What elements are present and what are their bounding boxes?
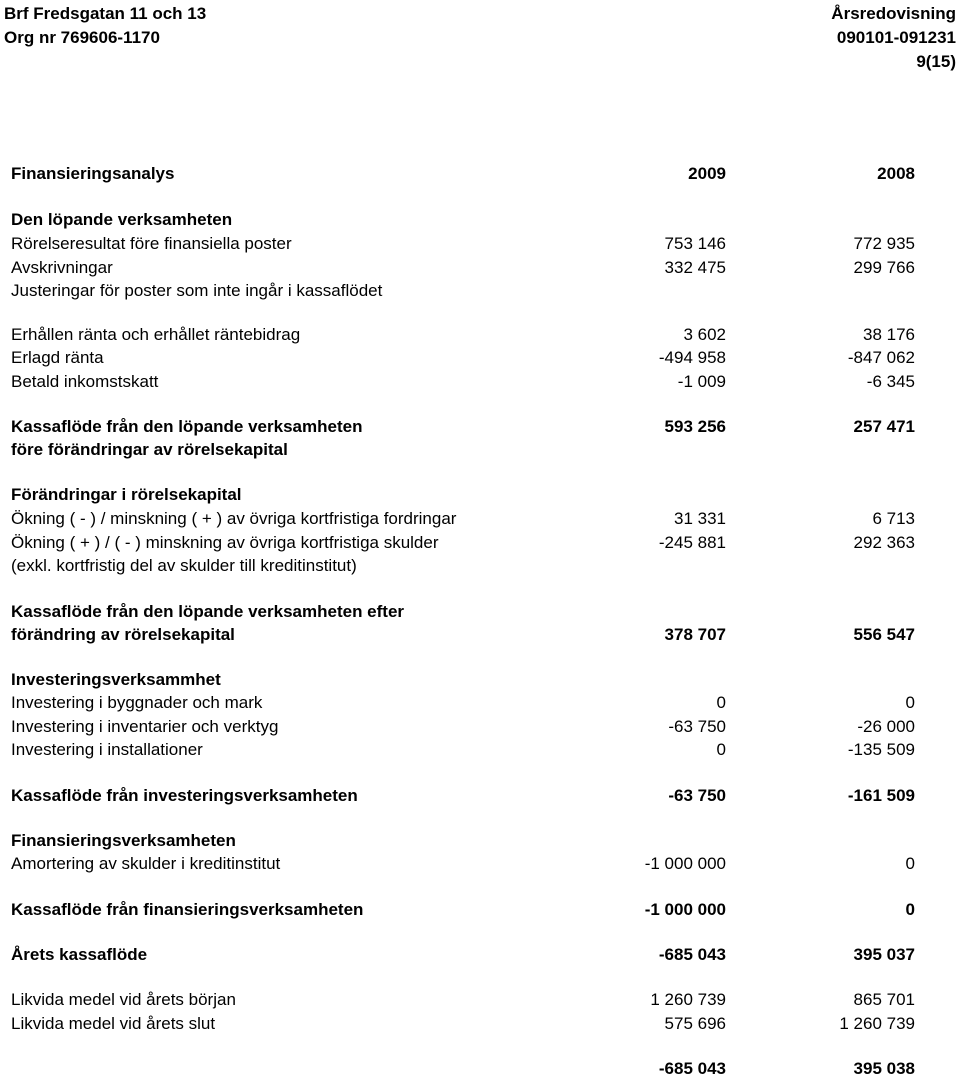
table-row: [11, 1013, 951, 1035]
value-2009: -1 009: [677, 372, 726, 391]
table-row: [11, 233, 951, 255]
value-2009: 753 146: [664, 234, 726, 253]
subtotal-row: [11, 624, 951, 646]
value-2009: 1 260 739: [650, 990, 726, 1009]
row-label: Investering i installationer: [11, 740, 203, 759]
value-2008: 0: [905, 900, 915, 919]
subtotal-row: [11, 416, 951, 438]
section-heading: Finansieringsverksamheten: [11, 831, 236, 850]
value-2008: 0: [905, 854, 915, 873]
page-number: 9(15): [916, 52, 956, 71]
row-label-continuation: före förändringar av rörelsekapital: [11, 440, 288, 459]
value-2008: -6 345: [866, 372, 915, 391]
value-2009: 378 707: [664, 625, 726, 644]
table-row: [11, 532, 951, 554]
value-2009: -685 043: [658, 1059, 726, 1078]
row-label-continuation: Kassaflöde från den löpande verksamheten efter: [11, 602, 405, 621]
row-label-continuation: (exkl. kortfristig del av skulder till kreditinstitut): [11, 556, 357, 575]
row-label: Likvida medel vid årets slut: [11, 1014, 216, 1033]
value-2009: 31 331: [674, 509, 726, 528]
row-label: Investering i inventarier och verktyg: [11, 717, 279, 736]
value-2008: 6 713: [872, 509, 915, 528]
value-2008: 865 701: [853, 990, 915, 1009]
org-number: Org nr 769606-1170: [4, 28, 160, 47]
value-2009: 3 602: [683, 325, 726, 344]
value-2008: 292 363: [853, 533, 915, 552]
table-row: [11, 508, 951, 530]
row-label: Rörelseresultat före finansiella poster: [11, 234, 292, 253]
section-heading: Förändringar i rörelsekapital: [11, 485, 242, 504]
value-2008: -847 062: [847, 348, 915, 367]
table-row: [11, 257, 951, 279]
doc-title: Årsredovisning: [831, 4, 956, 23]
row-label: Investering i byggnader och mark: [11, 693, 263, 712]
year-2009-header: 2009: [688, 164, 726, 183]
value-2009: -63 750: [668, 786, 726, 805]
row-label: Avskrivningar: [11, 258, 113, 277]
row-label: Betald inkomstskatt: [11, 372, 159, 391]
section-heading: Den löpande verksamheten: [11, 210, 233, 229]
value-2008: 0: [905, 693, 915, 712]
period: 090101-091231: [836, 28, 956, 47]
value-2008: 299 766: [853, 258, 915, 277]
value-2009: 0: [716, 740, 726, 759]
row-label: Kassaflöde från investeringsverksamheten: [11, 786, 358, 805]
value-2009: 332 475: [664, 258, 726, 277]
table-row: [11, 716, 951, 738]
total-row: [11, 944, 951, 966]
value-2009: 575 696: [664, 1014, 726, 1033]
table-row: [11, 371, 951, 393]
value-2008: 556 547: [853, 625, 915, 644]
table-title-row: [11, 163, 951, 185]
value-2009: -63 750: [668, 717, 726, 736]
row-label: förändring av rörelsekapital: [11, 625, 235, 644]
table-row: [11, 347, 951, 369]
table-row: [11, 692, 951, 714]
value-2008: 257 471: [853, 417, 915, 436]
table-row: [11, 739, 951, 761]
row-label: Ökning ( - ) / minskning ( + ) av övriga kortfristiga fordringar: [11, 509, 457, 528]
row-label: Erhållen ränta och erhållet räntebidrag: [11, 325, 301, 344]
table-title: Finansieringsanalys: [11, 164, 175, 183]
subtotal-row: [11, 899, 951, 921]
year-2008-header: 2008: [877, 164, 915, 183]
subtotal-row: [11, 785, 951, 807]
value-2009: -1 000 000: [644, 854, 726, 873]
section-heading: Investeringsverksammhet: [11, 670, 221, 689]
row-label: Ökning ( + ) / ( - ) minskning av övriga kortfristiga skulder: [11, 533, 439, 552]
value-2008: -135 509: [847, 740, 915, 759]
value-2009: -1 000 000: [644, 900, 726, 919]
value-2008: 772 935: [853, 234, 915, 253]
table-row: [11, 280, 951, 302]
table-row: [11, 989, 951, 1011]
row-label: Justeringar för poster som inte ingår i kassaflödet: [11, 281, 383, 300]
value-2008: 395 038: [853, 1059, 915, 1078]
row-label: Årets kassaflöde: [11, 945, 148, 964]
table-row: [11, 853, 951, 875]
value-2008: 1 260 739: [839, 1014, 915, 1033]
value-2008: -26 000: [857, 717, 915, 736]
value-2009: 0: [716, 693, 726, 712]
row-label: Kassaflöde från den löpande verksamheten: [11, 417, 363, 436]
row-label: Kassaflöde från finansieringsverksamheten: [11, 900, 364, 919]
value-2008: -161 509: [847, 786, 915, 805]
row-label: Likvida medel vid årets början: [11, 990, 236, 1009]
value-2009: -494 958: [658, 348, 726, 367]
value-2008: 395 037: [853, 945, 915, 964]
value-2008: 38 176: [863, 325, 915, 344]
row-label: Amortering av skulder i kreditinstitut: [11, 854, 281, 873]
value-2009: 593 256: [664, 417, 726, 436]
org-name: Brf Fredsgatan 11 och 13: [4, 4, 207, 23]
value-2009: -245 881: [658, 533, 726, 552]
row-label: Erlagd ränta: [11, 348, 104, 367]
value-2009: -685 043: [658, 945, 726, 964]
table-row: [11, 324, 951, 346]
